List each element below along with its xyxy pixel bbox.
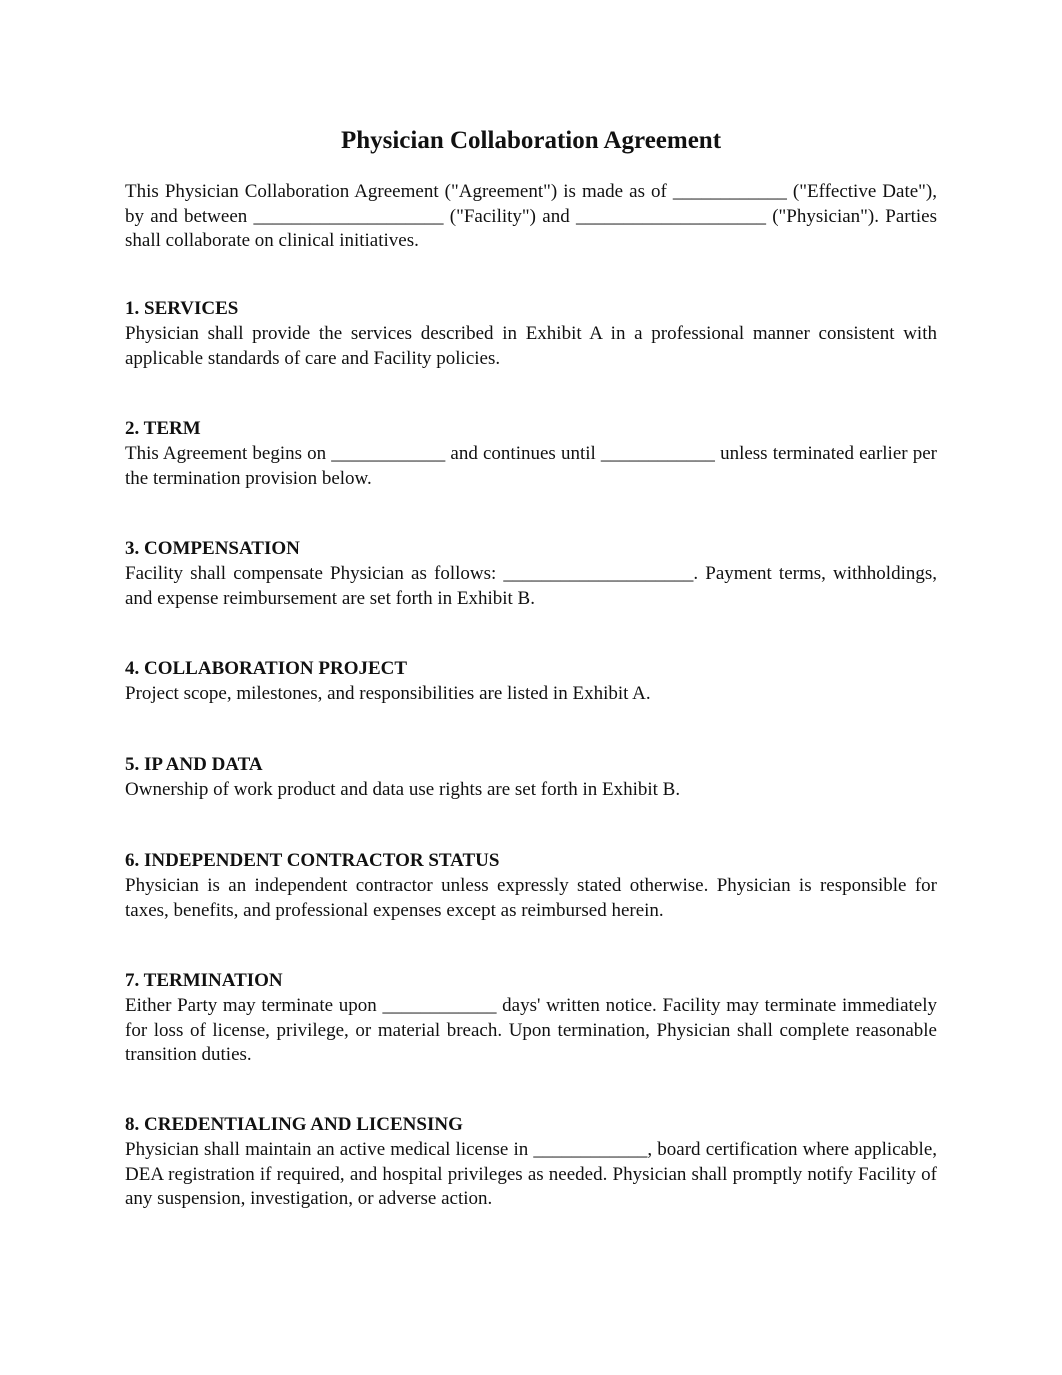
section-heading: 1. SERVICES — [125, 298, 239, 319]
intro-paragraph: This Physician Collaboration Agreement ("Agreement") is made as of ____________ ("Effective Date"), by and between ____________________ ("Facility") and ____________________ ("Physician"). Parties shall collaborate on clinical initiatives. — [125, 181, 937, 251]
section-body: Facility shall compensate Physician as follows: ____________________. Payment terms, withholdings, and expense reimbursement are set forth in Exhibit B. — [125, 563, 937, 609]
section-body: Project scope, milestones, and responsibilities are listed in Exhibit A. — [125, 683, 651, 704]
section-credentialing-licensing — [125, 1112, 937, 1212]
section-heading: 7. TERMINATION — [125, 970, 283, 991]
section-body: Physician is an independent contractor unless expressly stated otherwise. Physician is responsible for taxes, benefits, and professional expenses except as reimbursed herein. — [125, 875, 937, 921]
section-compensation — [125, 536, 937, 611]
section-collaboration-project — [125, 656, 937, 707]
section-heading: 4. COLLABORATION PROJECT — [125, 658, 408, 679]
section-body: Ownership of work product and data use rights are set forth in Exhibit B. — [125, 779, 681, 800]
section-ip-and-data — [125, 752, 937, 803]
section-heading: 2. TERM — [125, 418, 201, 439]
section-heading: 3. COMPENSATION — [125, 538, 300, 559]
section-heading: 5. IP AND DATA — [125, 754, 263, 775]
section-term — [125, 416, 937, 491]
section-body: This Agreement begins on ____________ and continues until ____________ unless terminated earlier per the termination provision below. — [125, 443, 937, 489]
document-title: Physician Collaboration Agreement — [340, 127, 722, 154]
section-body: Either Party may terminate upon ____________ days' written notice. Facility may terminate immediately for loss of license, privilege, or material breach. Upon termination, Physician shall complete reasonable transition duties. — [125, 995, 937, 1065]
section-body: Physician shall provide the services described in Exhibit A in a professional manner consistent with applicable standards of care and Facility policies. — [125, 323, 937, 369]
section-services — [125, 296, 937, 371]
section-termination — [125, 968, 937, 1068]
section-independent-contractor — [125, 848, 937, 923]
section-heading: 6. INDEPENDENT CONTRACTOR STATUS — [125, 850, 500, 871]
section-body: Physician shall maintain an active medical license in ____________, board certification where applicable, DEA registration if required, and hospital privileges as needed. Physician shall promptly notify Facility of any suspension, investigation, or adverse action. — [125, 1139, 937, 1209]
section-heading: 8. CREDENTIALING AND LICENSING — [125, 1114, 463, 1135]
